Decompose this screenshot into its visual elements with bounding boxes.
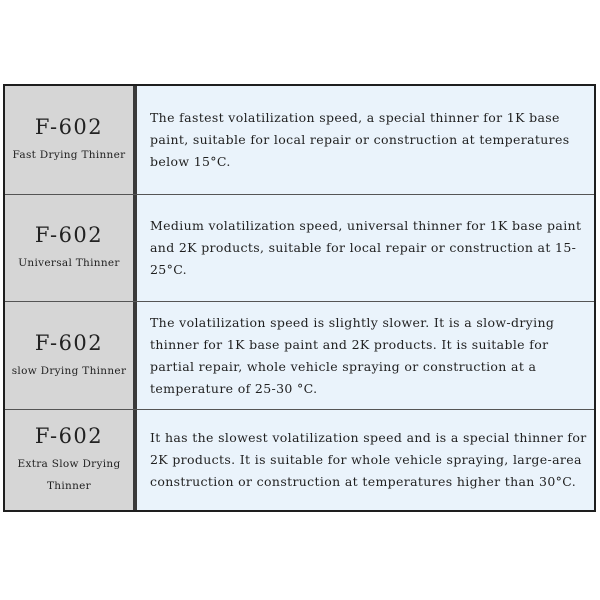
table-row: [5, 195, 594, 301]
description-cell: [150, 86, 590, 194]
product-code: F-602: [34, 223, 104, 247]
product-description: The fastest volatilization speed, a special thinner for 1K base paint, suitable for local repair or construction at temperatures below 15°C.: [150, 110, 570, 169]
product-cell: [5, 302, 133, 409]
thinner-spec-table: [3, 84, 596, 512]
table-row: [5, 302, 594, 409]
product-name: slow Drying Thinner: [11, 364, 127, 377]
product-name: Fast Drying Thinner: [12, 149, 126, 161]
product-cell: [5, 195, 133, 301]
product-cell: [5, 410, 133, 510]
table-row: [5, 410, 594, 510]
product-code: F-602: [34, 330, 104, 355]
product-name: Extra Slow Drying Thinner: [17, 458, 121, 492]
description-cell: [150, 302, 590, 409]
product-code: F-602: [34, 115, 104, 139]
product-description: Medium volatilization speed, universal thinner for 1K base paint and 2K products, suitable for local repair or construction at 15-25°C.: [150, 218, 582, 277]
product-description: It has the slowest volatilization speed and is a special thinner for 2K products. It is suitable for whole vehicle spraying, large-area construction or construction at temperatures higher than 30°C.: [150, 430, 587, 489]
product-code: F-602: [34, 424, 104, 448]
table-row: [5, 86, 594, 194]
product-cell: [5, 86, 133, 194]
description-cell: [150, 410, 590, 510]
product-name: Universal Thinner: [18, 257, 120, 269]
product-description: The volatilization speed is slightly slower. It is a slow-drying thinner for 1K base paint and 2K products. It is suitable for partial repair, whole vehicle spraying or construction at a temperature of 25-30 °C.: [150, 314, 555, 396]
description-cell: [150, 195, 590, 301]
